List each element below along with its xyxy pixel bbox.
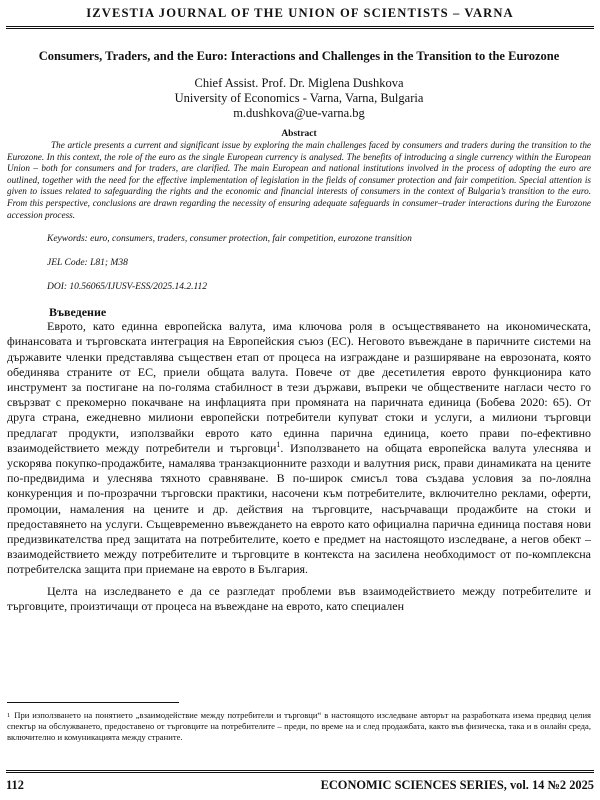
series-info: ECONOMIC SCIENCES SERIES, vol. 14 №2 2025 (320, 778, 594, 792)
running-footer (6, 770, 594, 793)
section-heading-introduction: Въведение (49, 305, 107, 320)
doi-line: DOI: 10.56065/IJUSV-ESS/2025.14.2.112 (47, 282, 207, 293)
author-name: Chief Assist. Prof. Dr. Miglena Dushkova (194, 76, 404, 90)
body-paragraph-1 (7, 319, 591, 577)
keywords-line: Keywords: euro, consumers, traders, consumer protection, fair competition, eurozone transition (47, 234, 412, 245)
author-affiliation: University of Economics - Varna, Varna, Bulgaria (174, 91, 424, 105)
abstract-text: The article presents a current and significant issue by exploring the main challenges faced by consumers and traders during the transition to the Eurozone. In this context, the role of the euro as the single European currency is analysed. The benefits of introducing a single currency within the European Union – both for consumers and for traders, are clarified. The main European and national institutions involved in the process of adopting the euro are outlined, together with the need for the effective implementation of legislation in the fields of consumer protection and fair competition. Special attention is given to issues related to safeguarding the rights and the economic and financial interests of consumers in the context of Bulgaria’s transition to the euro. From this perspective, conclusions are drawn regarding the necessity of ensuring adequate safeguards in consumer–trader interactions during the Eurozone accession process. (7, 140, 591, 220)
running-header: IZVESTIA JOURNAL OF THE UNION OF SCIENTISTS – VARNA (6, 6, 594, 29)
author-email: m.dushkova@ue-varna.bg (233, 106, 365, 120)
body-paragraph-2: Целта на изследването е да се разгледат проблеми във взаимодействието между потребителите и търговците, произтичащи от процеса на въвеждане на еврото, като специален (7, 583, 591, 613)
author-block (7, 76, 591, 121)
article-content (7, 46, 591, 614)
body-paragraph-1-part-a: Еврото, като единна европейска валута, има ключова роля в осъществяването на икономическата, финансовата и търговската интеграция на Европейския съюз (ЕС). Неговото въвеждане в паричните системи на държавите членки представлява съществен етап от процеса на изграждане и разширяване на еврозоната, която обединява страните от ЕС, приели общата валута. Повече от две десетилетия еврото функционира като инструмент за постигане на по-голяма стабилност в тези държави, въпреки че обществените нагласи често го свързват с прекомерно покачване на инфлацията при промяната на паричната единица (Бобева 2020: 65). От друга страна, ежедневно милиони европейски потребители купуват стоки и услуги, а милиони търговци предлагат продукти, използвайки еврото като единна парична единица, което прави по-ефективно взаимодействието между потребители и търговци (7, 319, 591, 455)
article-title: Consumers, Traders, and the Euro: Interactions and Challenges in the Transition to the Eurozone (38, 49, 560, 63)
jel-code-line: JEL Code: L81; M38 (47, 258, 128, 269)
footnote-mark: 1 (7, 712, 11, 719)
footnote-text: При използването на понятието „взаимодействие между потребители и търговци“ в настоящото изследване авторът на разработката изема предвид целия спектър на обслужването, предоставено от търговците на потребителите – преди, по време на и след продажбата, както във физическа, така и в онлайн среда, включително и комуникацията между страните. (7, 710, 591, 743)
page-number: 112 (6, 778, 24, 792)
body-paragraph-1-part-b: . Използването на общата европейска валута улеснява и ускорява покупко-продажбите, намалява транзакционните разходи и валутния риск, прави динамиката на цените по-предвидима и улеснява тяхното сравняване. В по-широк смисъл това създава условия за по-лоялна конкуренция и по-прозрачни търговски практики, насочени към потребителите, включително реклами, оферти, промоции, намаления на цените и др. действия на търговците, насърчаващи продажбите на стоки и предоставянето на услуги. Същевременно въвеждането на еврото като официална парична единица поставя нови предизвикателства пред защитата на потребителите, което е предмет на настоящото изследване, а негов обект – взаимодействието между потребителите и търговците в контекста на засилена необходимост от по-комплексна потребителска защита при приемане на еврото в България. (7, 440, 592, 577)
footnote (7, 710, 591, 744)
footnote-reference: 1 (276, 439, 281, 449)
abstract-heading: Abstract (281, 129, 317, 139)
footnote-divider (7, 702, 179, 703)
